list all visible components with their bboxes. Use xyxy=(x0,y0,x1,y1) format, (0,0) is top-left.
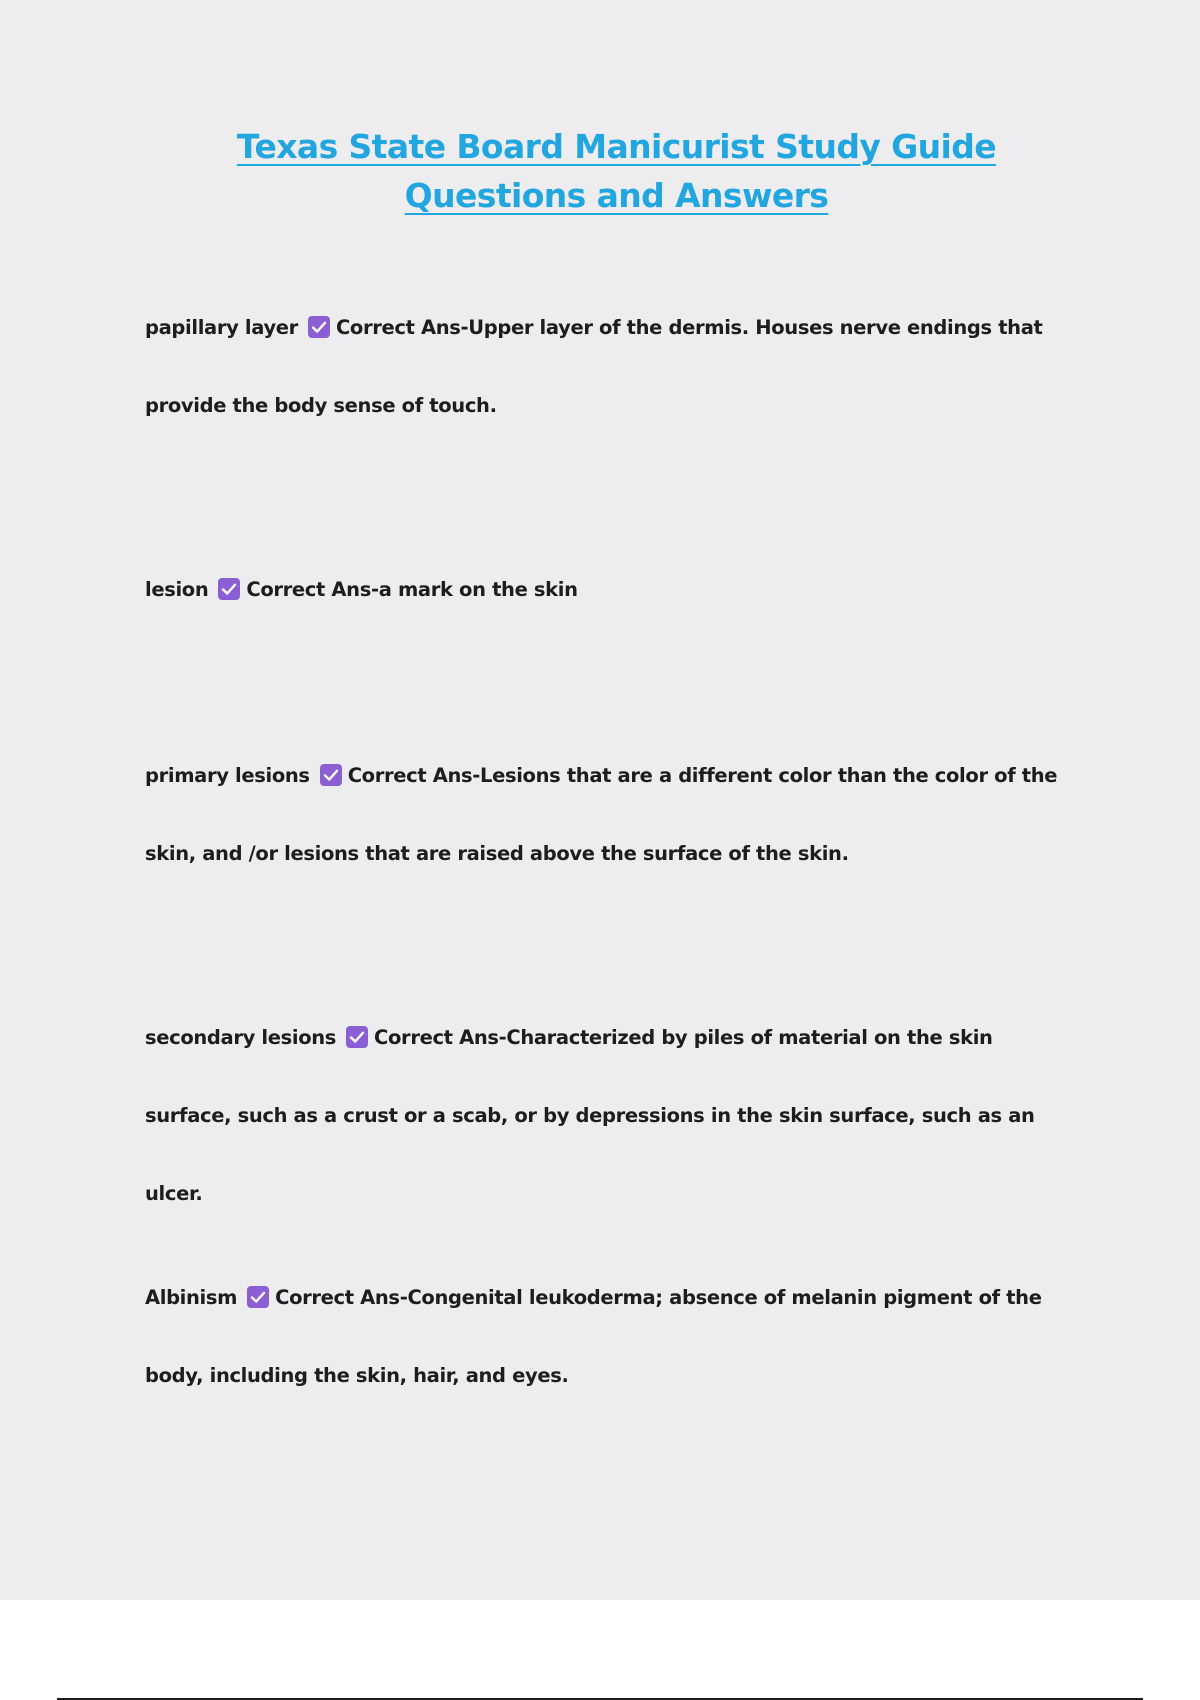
qa-term: papillary layer xyxy=(145,316,298,339)
qa-item xyxy=(145,289,1085,445)
qa-answer: Upper layer of the dermis. Houses nerve endings that provide the body sense of touch. xyxy=(145,316,1043,417)
qa-term: secondary lesions xyxy=(145,1026,337,1049)
qa-item xyxy=(145,551,1085,629)
qa-item xyxy=(145,1259,1085,1415)
answer-prefix: Correct Ans- xyxy=(347,764,481,787)
qa-term: Albinism xyxy=(145,1286,238,1309)
answer-prefix: Correct Ans- xyxy=(374,1026,507,1049)
checkbox-checked-icon xyxy=(247,1286,269,1308)
checkbox-checked-icon xyxy=(308,316,330,338)
qa-answer: Characterized by piles of material on the skin surface, such as a crust or a scab, or by depressions in the skin surface, such as an ulcer. xyxy=(145,1026,1035,1205)
qa-answer: Lesions that are a different color than the color of the skin, and /or lesions that are raised above the surface of the skin. xyxy=(145,764,1058,865)
checkbox-checked-icon xyxy=(320,764,342,786)
checkbox-checked-icon xyxy=(346,1026,368,1048)
answer-prefix: Correct Ans- xyxy=(335,316,469,339)
qa-item xyxy=(145,999,1085,1233)
document-title xyxy=(150,122,1083,220)
qa-answer: a mark on the skin xyxy=(378,578,578,601)
qa-term: primary lesions xyxy=(145,764,310,787)
qa-term: lesion xyxy=(145,578,209,601)
qa-answer: Congenital leukoderma; absence of melanin pigment of the body, including the skin, hair, and eyes. xyxy=(145,1286,1042,1387)
qa-item xyxy=(145,737,1085,893)
answer-prefix: Correct Ans- xyxy=(246,578,379,601)
checkbox-checked-icon xyxy=(218,578,240,600)
answer-prefix: Correct Ans- xyxy=(275,1286,408,1309)
document-title-text: Texas State Board Manicurist Study Guide Questions and Answers xyxy=(236,127,997,215)
